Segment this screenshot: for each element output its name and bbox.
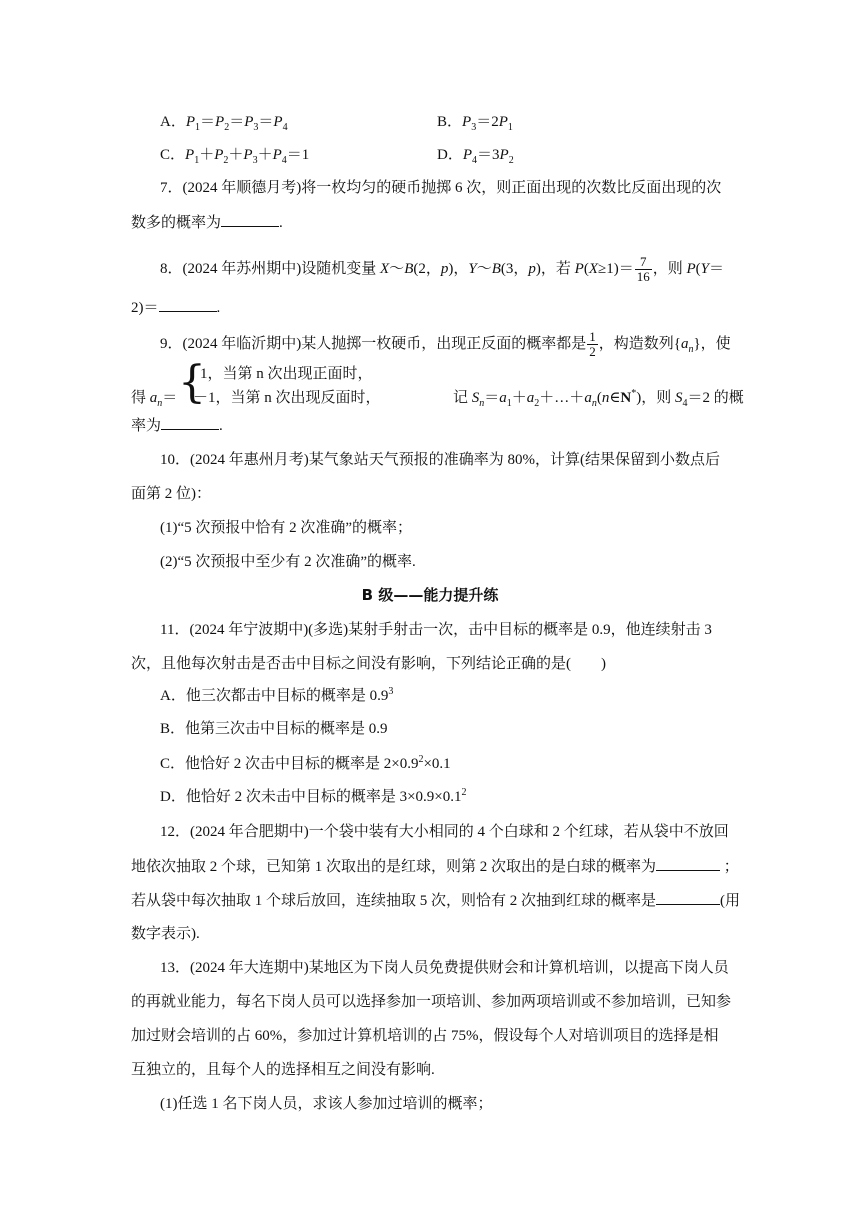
section-b-heading: B 级——能力提升练 [361, 586, 499, 604]
q11-line1: 11．(2024 年宁波期中)(多选)某射手射击一次，击中目标的概率是 0.9，他连续射击 3 [160, 622, 712, 638]
q10-line2: 面第 2 位)： [131, 486, 211, 502]
q10-sub1: (1)“5 次预报中恰有 2 次准确”的概率； [160, 520, 413, 536]
q10-line1: 10．(2024 年惠州月考)某气象站天气预报的准确率为 80%，计算(结果保留到小数点后 [160, 452, 720, 468]
q9-case1: 1，当第 n 次出现正面时， [200, 366, 373, 382]
q11-option-b: B．他第三次击中目标的概率是 0.9 [160, 721, 388, 737]
fraction-1-2: $\frac{1}{2}$ [589, 329, 596, 359]
fraction-7-16: $\frac{7}{16}$ [636, 254, 650, 284]
q12-line2: 地依次抽取 2 个球，已知第 1 次取出的是红球，则第 2 次取出的是白球的概率为 ； [131, 856, 739, 877]
q13-sub1: (1)任选 1 名下岗人员，求该人参加过培训的概率； [160, 1096, 493, 1112]
answer-blank [159, 297, 217, 312]
q13-line3: 加过财会培训的占 60%，参加过计算机培训的占 75%，假设每个人对培训项目的选择是相 [131, 1028, 719, 1044]
q9-line3: 率为 . [131, 415, 223, 436]
q11-option-d: D．他恰好 2 次未击中目标的概率是 $3\times 0.9\times 0.1^2$ [160, 787, 467, 805]
q6-option-a: A．$P_1=P_2=P_3=P_4$ [160, 114, 288, 133]
q13-line4: 互独立的，且每个人的选择相互之间没有影响. [131, 1062, 435, 1078]
q13-line2: 的再就业能力，每名下岗人员可以选择参加一项培训、参加两项培训或不参加培训，已知参 [131, 994, 732, 1010]
q7-line2: 数多的概率为 . [131, 212, 283, 233]
q8-line1: 8．(2024 年苏州期中)设随机变量 X～B(2，p)，Y～B(3，p)，若 P(X≥1)＝ $\frac{7}{16}$ ，则 P(Y＝ [160, 254, 725, 284]
answer-blank [161, 415, 219, 430]
q12-line4: 数字表示). [131, 926, 200, 942]
q11-option-a: A．他三次都击中目标的概率是 $0.9^3$ [160, 686, 394, 704]
q9-def: 得 $a_n=$ [131, 390, 178, 409]
q9-case2: －1，当第 n 次出现反面时， [193, 390, 381, 406]
answer-blank [656, 856, 720, 871]
q11-option-c: C．他恰好 2 次击中目标的概率是 $2\times 0.9^2\times 0.1$ [160, 754, 451, 772]
q8-line2: 2)＝ . [131, 297, 220, 318]
q6-option-c: C．$P_1+P_2+P_3+P_4=1$ [160, 147, 310, 166]
q7-line1: 7．(2024 年顺德月考)将一枚均匀的硬币抛掷 6 次，则正面出现的次数比反面出现的次 [160, 180, 722, 196]
q9-line1: 9．(2024 年临沂期中)某人抛掷一枚硬币，出现正反面的概率都是 $\frac{1}{2}$ ，构造数列$\{a_n\}$，使 [160, 329, 731, 359]
q6-option-b: B．$P_3=2P_1$ [437, 114, 513, 133]
answer-blank [656, 890, 720, 905]
q12-line1: 12．(2024 年合肥期中)一个袋中装有大小相同的 4 个白球和 2 个红球，若从袋中不放回 [160, 824, 729, 840]
q12-line3: 若从袋中每次抽取 1 个球后放回，连续抽取 5 次，则恰有 2 次抽到红球的概率是 (用 [131, 890, 740, 911]
answer-blank [221, 212, 279, 227]
q10-sub2: (2)“5 次预报中至少有 2 次准确”的概率. [160, 554, 416, 570]
q13-line1: 13．(2024 年大连期中)某地区为下岗人员免费提供财会和计算机培训，以提高下岗人员 [160, 960, 729, 976]
q6-option-d: D．$P_4=3P_2$ [437, 147, 514, 166]
q9-sum: 记 $S_n=a_1+a_2+\dots+a_n(n\in N^*)$，则 $S_4=2$ 的概 [453, 388, 744, 409]
piecewise-brace: { [178, 357, 206, 408]
q11-line2: 次，且他每次射击是否击中目标之间没有影响，下列结论正确的是( ) [131, 656, 606, 672]
